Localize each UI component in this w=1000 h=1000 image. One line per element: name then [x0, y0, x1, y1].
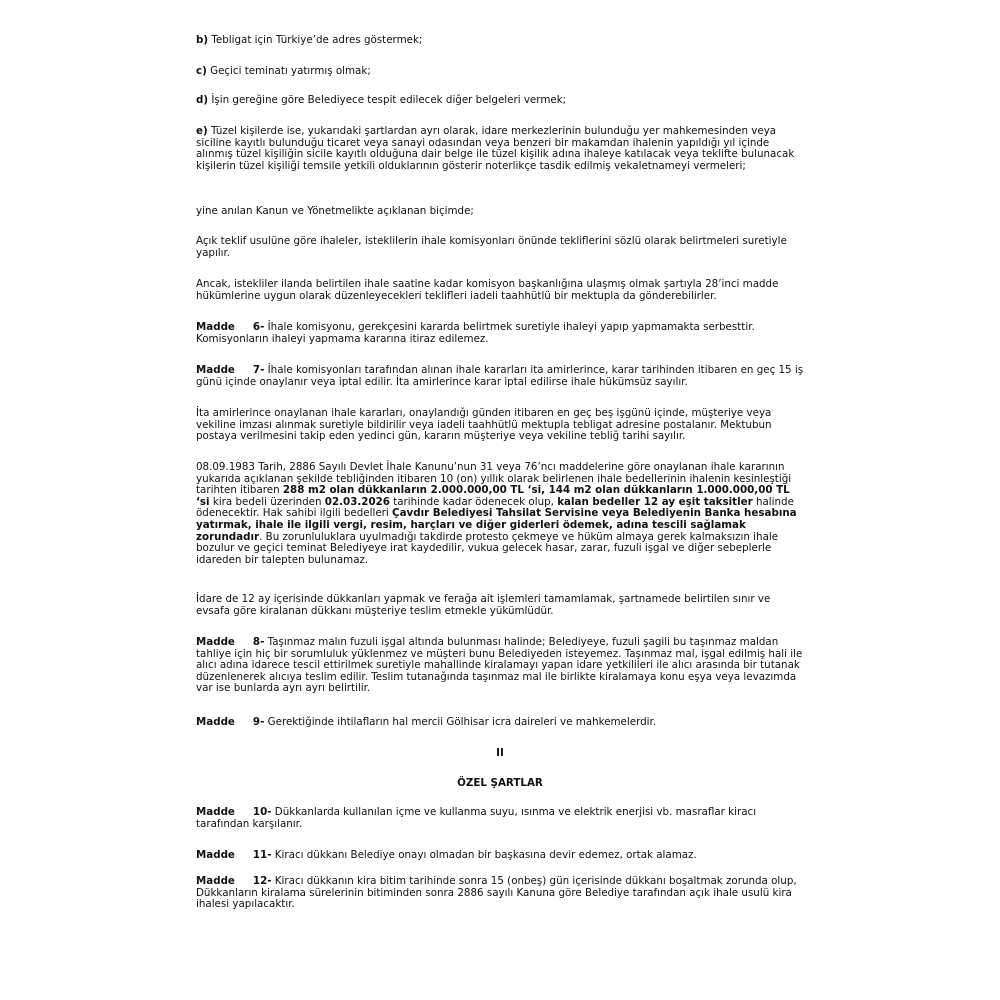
clause-text: İşin gereğine göre Belediyece tespit edilecek diğer belgeleri vermek;: [208, 94, 567, 106]
madde-number: 10-: [252, 806, 272, 818]
madde-label: Madde: [196, 806, 235, 818]
clause-e: [196, 126, 804, 172]
madde-label: Madde: [196, 364, 235, 376]
text-run: halinde ödenecektir. Hak sahibi ilgili bedelleri: [196, 495, 794, 520]
bold-run-tahsilat: Çavdır Belediyesi Tahsilat Servisine veya Belediyenin Banka hesabına yatırmak, ihale ile ilgili vergi, resim, harçları ve diğer giderleri ödemek, adına tescili sağlamak zorundadır: [196, 507, 797, 543]
clause-text: Tebligat için Türkiye’de adres göstermek;: [208, 34, 423, 46]
madde-11: [196, 850, 804, 862]
madde-text: İhale komisyonları tarafından alınan ihale kararları ita amirlerince, karar tarihinden itibaren en geç 15 iş günü içinde onaylanır veya iptal edilir. İta amirlerince karar iptal edilirse ihale hükümsüz sayılır.: [196, 364, 804, 388]
madde-number: 7-: [252, 364, 265, 376]
section-number: II: [496, 747, 504, 759]
madde-label: Madde: [196, 636, 235, 648]
madde-7: [196, 365, 804, 388]
text-run: 08.09.1983 Tarih, 2886 Sayılı Devlet İhale Kanunu’nun 31 veya 76’ncı maddelerine göre onaylanan ihale kararının yukarıda açıklanan şekilde tebliğinden itibaren 10 (on) yıllık olarak belirlenen ihale bedellerinin ihalenin kesinleştiği tarihten itibaren: [196, 461, 792, 497]
bold-run-taksit: kalan bedeller 12 ay eşit taksitler: [557, 495, 753, 508]
madde-10: [196, 807, 804, 830]
paragraph-yine: yine anılan Kanun ve Yönetmelikte açıklanan biçimde;: [196, 205, 474, 217]
paragraph-acik-teklif: Açık teklif usulüne göre ihaleler, isteklilerin ihale komisyonları önünde tekliflerini sözlü olarak belirtmeleri suretiyle yapılır.: [196, 235, 787, 259]
clause-b: [196, 35, 804, 47]
madde-label: Madde: [196, 716, 235, 728]
madde-label: Madde: [196, 321, 235, 333]
text-run: kira bedeli üzerinden: [209, 495, 325, 508]
madde-text: Gerektiğinde ihtilafların hal mercii Gölhisar icra daireleri ve mahkemelerdir.: [264, 716, 657, 728]
madde-label: Madde: [196, 849, 235, 861]
madde-number: 6-: [252, 321, 265, 333]
madde-number: 11-: [252, 849, 272, 861]
madde-text: Taşınmaz malın fuzuli işgal altında bulunması halinde; Belediyeye, fuzuli şagili bu taşınmaz maldan tahliye için hiç bir sorumluluk yüklenmez ve müşteri bunu Belediyeden isteyemez. Taşınmaz mal, işgal edilmiş hali ile alıcı adına idarece tescil ettirilmek suretiyle mahallinde kiralamayı yapan idare yetkilileri ile alıcı arasında bir tutanak düzenlenerek alıcıya teslim edilir. Teslim tutanağında taşınmaz mal ile birlikte kiralamaya konu eşya veya levazımda var ise bunlarda ayrı ayrı belirtilir.: [196, 636, 803, 695]
madde-label: Madde: [196, 875, 235, 887]
madde-number: 12-: [252, 875, 272, 887]
clause-label: b): [196, 34, 209, 46]
bold-run-bedeller: 288 m2 olan dükkanların 2.000.000,00 TL ‘si, 144 m2 olan dükkanların 1.000.000,00 TL ‘si: [196, 484, 790, 508]
madde-6: [196, 322, 804, 345]
paragraph-idare: İdare de 12 ay içerisinde dükkanları yapmak ve ferağa ait işlemleri tamamlamak, şartnamede belirtilen sınır ve evsafa göre kiralanan dükkanı müşteriye teslim etmekle yükümlüdür.: [196, 593, 771, 617]
bold-run-tarih: 02.03.2026: [324, 495, 390, 508]
madde-8: [196, 637, 804, 695]
madde-text: Dükkanlarda kullanılan içme ve kullanma suyu, ısınma ve elektrik enerjisi vb. masraflar kiracı tarafından karşılanır.: [196, 806, 757, 830]
section-title: ÖZEL ŞARTLAR: [457, 777, 543, 789]
paragraph-ancak: Ancak, istekliler ilanda belirtilen ihale saatine kadar komisyon başkanlığına ulaşmış olmak şartıyla 28’inci madde hükümlerine uygun olarak düzenleyecekleri teklifleri iadeli taahhütlü bir mektupla da gönderebilirler.: [196, 278, 779, 302]
madde-text: İhale komisyonu, gerekçesini kararda belirtmek suretiyle ihaleyi yapıp yapmamakta serbesttir. Komisyonların ihaleyi yapmama kararına itiraz edilemez.: [196, 321, 755, 345]
text-run: . Bu zorunluluklara uyulmadığı takdirde protesto çekmeye ve hüküm almaya gerek kalmaksızın ihale bozulur ve geçici teminat Belediyeye irat kaydedilir, vukua gelecek hasar, zarar, fuzuli işgal ve diğer sebeplerle idareden bir talepten bulunamaz.: [196, 530, 779, 566]
clause-label: c): [196, 65, 207, 77]
clause-text: Geçici teminatı yatırmış olmak;: [206, 65, 371, 77]
madde-text: Kiracı dükkanın kira bitim tarihinde sonra 15 (onbeş) gün içerisinde dükkanı boşaltmak zorunda olup, Dükkanların kiralama sürelerinin bitiminden sonra 2886 sayılı Kanuna göre Belediye tarafından açık ihale usulü kira ihalesi yapılacaktır.: [196, 875, 797, 911]
clause-c: [196, 66, 804, 78]
madde-text: Kiracı dükkanı Belediye onayı olmadan bir başkasına devir edemez, ortak alamaz.: [271, 849, 697, 861]
clause-label: d): [196, 94, 209, 106]
madde-number: 8-: [252, 636, 265, 648]
clause-label: e): [196, 125, 208, 137]
paragraph-ita-amirlerince: İta amirlerince onaylanan ihale kararları, onaylandığı günden itibaren en geç beş işgünü içinde, müşteriye veya vekiline imzası alınmak suretiyle bildirilir veya iadeli taahhütlü mektupla tebligat adresine postalanır. Mektubun postaya verilmesini takip eden yedinci gün, kararın müşteriye veya vekiline tebliğ tarihi sayılır.: [196, 407, 772, 443]
clause-text: Tüzel kişilerde ise, yukarıdaki şartlardan ayrı olarak, idare merkezlerinin bulunduğu yer mahkemesinden veya siciline kayıtlı bulunduğu ticaret veya sanayi odasından veya benzeri bir makamdan ihalenin yapıldığı yıl içinde alınmış tüzel kişiliğin sicile kayıtlı olduğuna dair belge ile tüzel kişilik adına ihaleye katılacak veya teklifte bulunacak kişilerin tüzel kişiliği temsile yetkili olduklarının gösterir noterlikçe tasdik edilmiş vekaletnameyi vermeleri;: [196, 125, 795, 172]
text-run: tarihinde kadar ödenecek olup,: [389, 495, 558, 508]
madde-number: 9-: [252, 716, 265, 728]
madde-12: [196, 876, 804, 911]
paragraph-ihale-karari: [196, 462, 804, 566]
clause-d: [196, 95, 804, 107]
madde-9: [196, 717, 804, 729]
